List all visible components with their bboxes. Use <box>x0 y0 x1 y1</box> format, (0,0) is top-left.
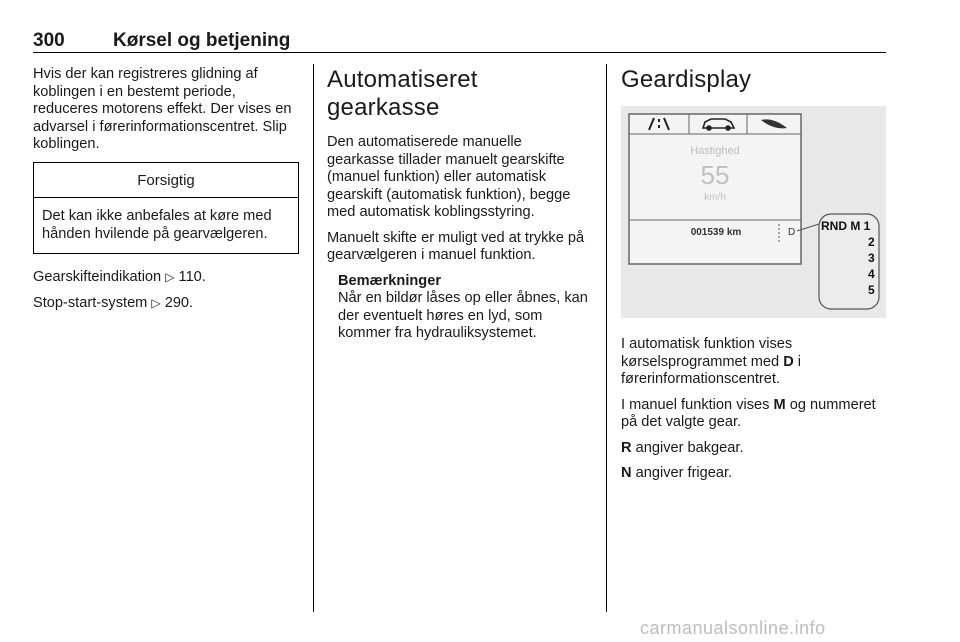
column-divider-1 <box>313 64 314 612</box>
page-header <box>33 30 886 52</box>
watermark-credit: carmanualsonline.info <box>640 618 826 638</box>
heading-line-1: Automatiseret <box>327 66 478 93</box>
speed-unit: km/h <box>704 192 726 203</box>
column-2 <box>327 66 589 351</box>
header-rule <box>33 52 886 53</box>
speed-label: Hastighed <box>690 145 740 157</box>
caution-box <box>33 162 299 255</box>
section-heading-automated-gearbox <box>327 66 589 122</box>
column-3 <box>621 66 889 491</box>
reference-page[interactable]: 110. <box>178 269 206 285</box>
reference-stop-start <box>33 295 299 313</box>
odometer-readout: 001539 km <box>690 227 742 238</box>
gear-number-5: 5 <box>868 283 875 297</box>
section-heading-gear-display: Geardisplay <box>621 66 752 93</box>
inline-code-d: D <box>783 353 794 370</box>
gear-number-4: 4 <box>868 267 875 281</box>
caution-title: Forsigtig <box>34 163 298 199</box>
instrument-cluster-illustration <box>621 106 886 318</box>
heading-line-2: gearkasse <box>327 94 440 121</box>
gear-number-3: 3 <box>868 251 875 265</box>
speed-value: 55 <box>700 160 730 190</box>
intro-paragraph: Hvis der kan registreres glidning af koblingen i en bestemt periode, reduceres motorens effekt. Der vises en advarsel i førerinformationscentret. Slip koblingen. <box>33 66 292 152</box>
page-number: 300 <box>33 30 65 51</box>
reference-label: Stop-start-system <box>33 294 148 311</box>
reference-label: Gearskifteindikation <box>33 269 162 285</box>
inline-code-n: N <box>621 465 632 481</box>
note-title: Bemærkninger <box>338 272 441 289</box>
inline-code-m: M <box>773 396 786 413</box>
gear-display-paragraph-2: I manuel funktion vises M og nummeret på det valgte gear. <box>621 396 876 430</box>
gear-display-paragraph-1: I automatisk funktion vises kørselsprogrammet med D i førerinformationscentret. <box>621 336 802 387</box>
reference-arrow-icon: ▷ <box>165 270 175 284</box>
note-block <box>327 273 589 343</box>
reference-arrow-icon: ▷ <box>151 295 161 310</box>
column-divider-2 <box>606 64 607 612</box>
gearbox-paragraph-2: Manuelt skifte er muligt ved at trykke på gearvælgeren i manuel funktion. <box>327 229 585 263</box>
gear-display-figure <box>621 106 886 318</box>
gear-display-paragraph-4: N angiver frigear. <box>621 465 733 481</box>
gear-number-2: 2 <box>868 235 875 249</box>
column-1 <box>33 66 299 320</box>
reference-page[interactable]: 290. <box>164 294 194 311</box>
caution-body: Det kan ikke anbefales at køre med hånden hvilende på gearvælgeren. <box>42 208 272 242</box>
note-body: Når en bildør låses op eller åbnes, kan der eventuelt høres en lyd, som kommer fra hydrauliksystemet. <box>338 290 588 341</box>
gearbox-paragraph-1: Den automatiserede manuelle gearkasse tillader manuelt gearskifte (manuel funktion) eller automatisk gearskift (automatisk funktion), begge med automatisk koblingsstyring. <box>327 134 571 220</box>
gear-row-label: RND M 1 <box>821 219 871 233</box>
chapter-title: Kørsel og betjening <box>113 30 291 51</box>
gear-indicator: D <box>788 227 796 238</box>
reference-gearshift <box>33 269 299 287</box>
inline-code-r: R <box>621 439 632 456</box>
gear-display-paragraph-3: R angiver bakgear. <box>621 439 744 456</box>
